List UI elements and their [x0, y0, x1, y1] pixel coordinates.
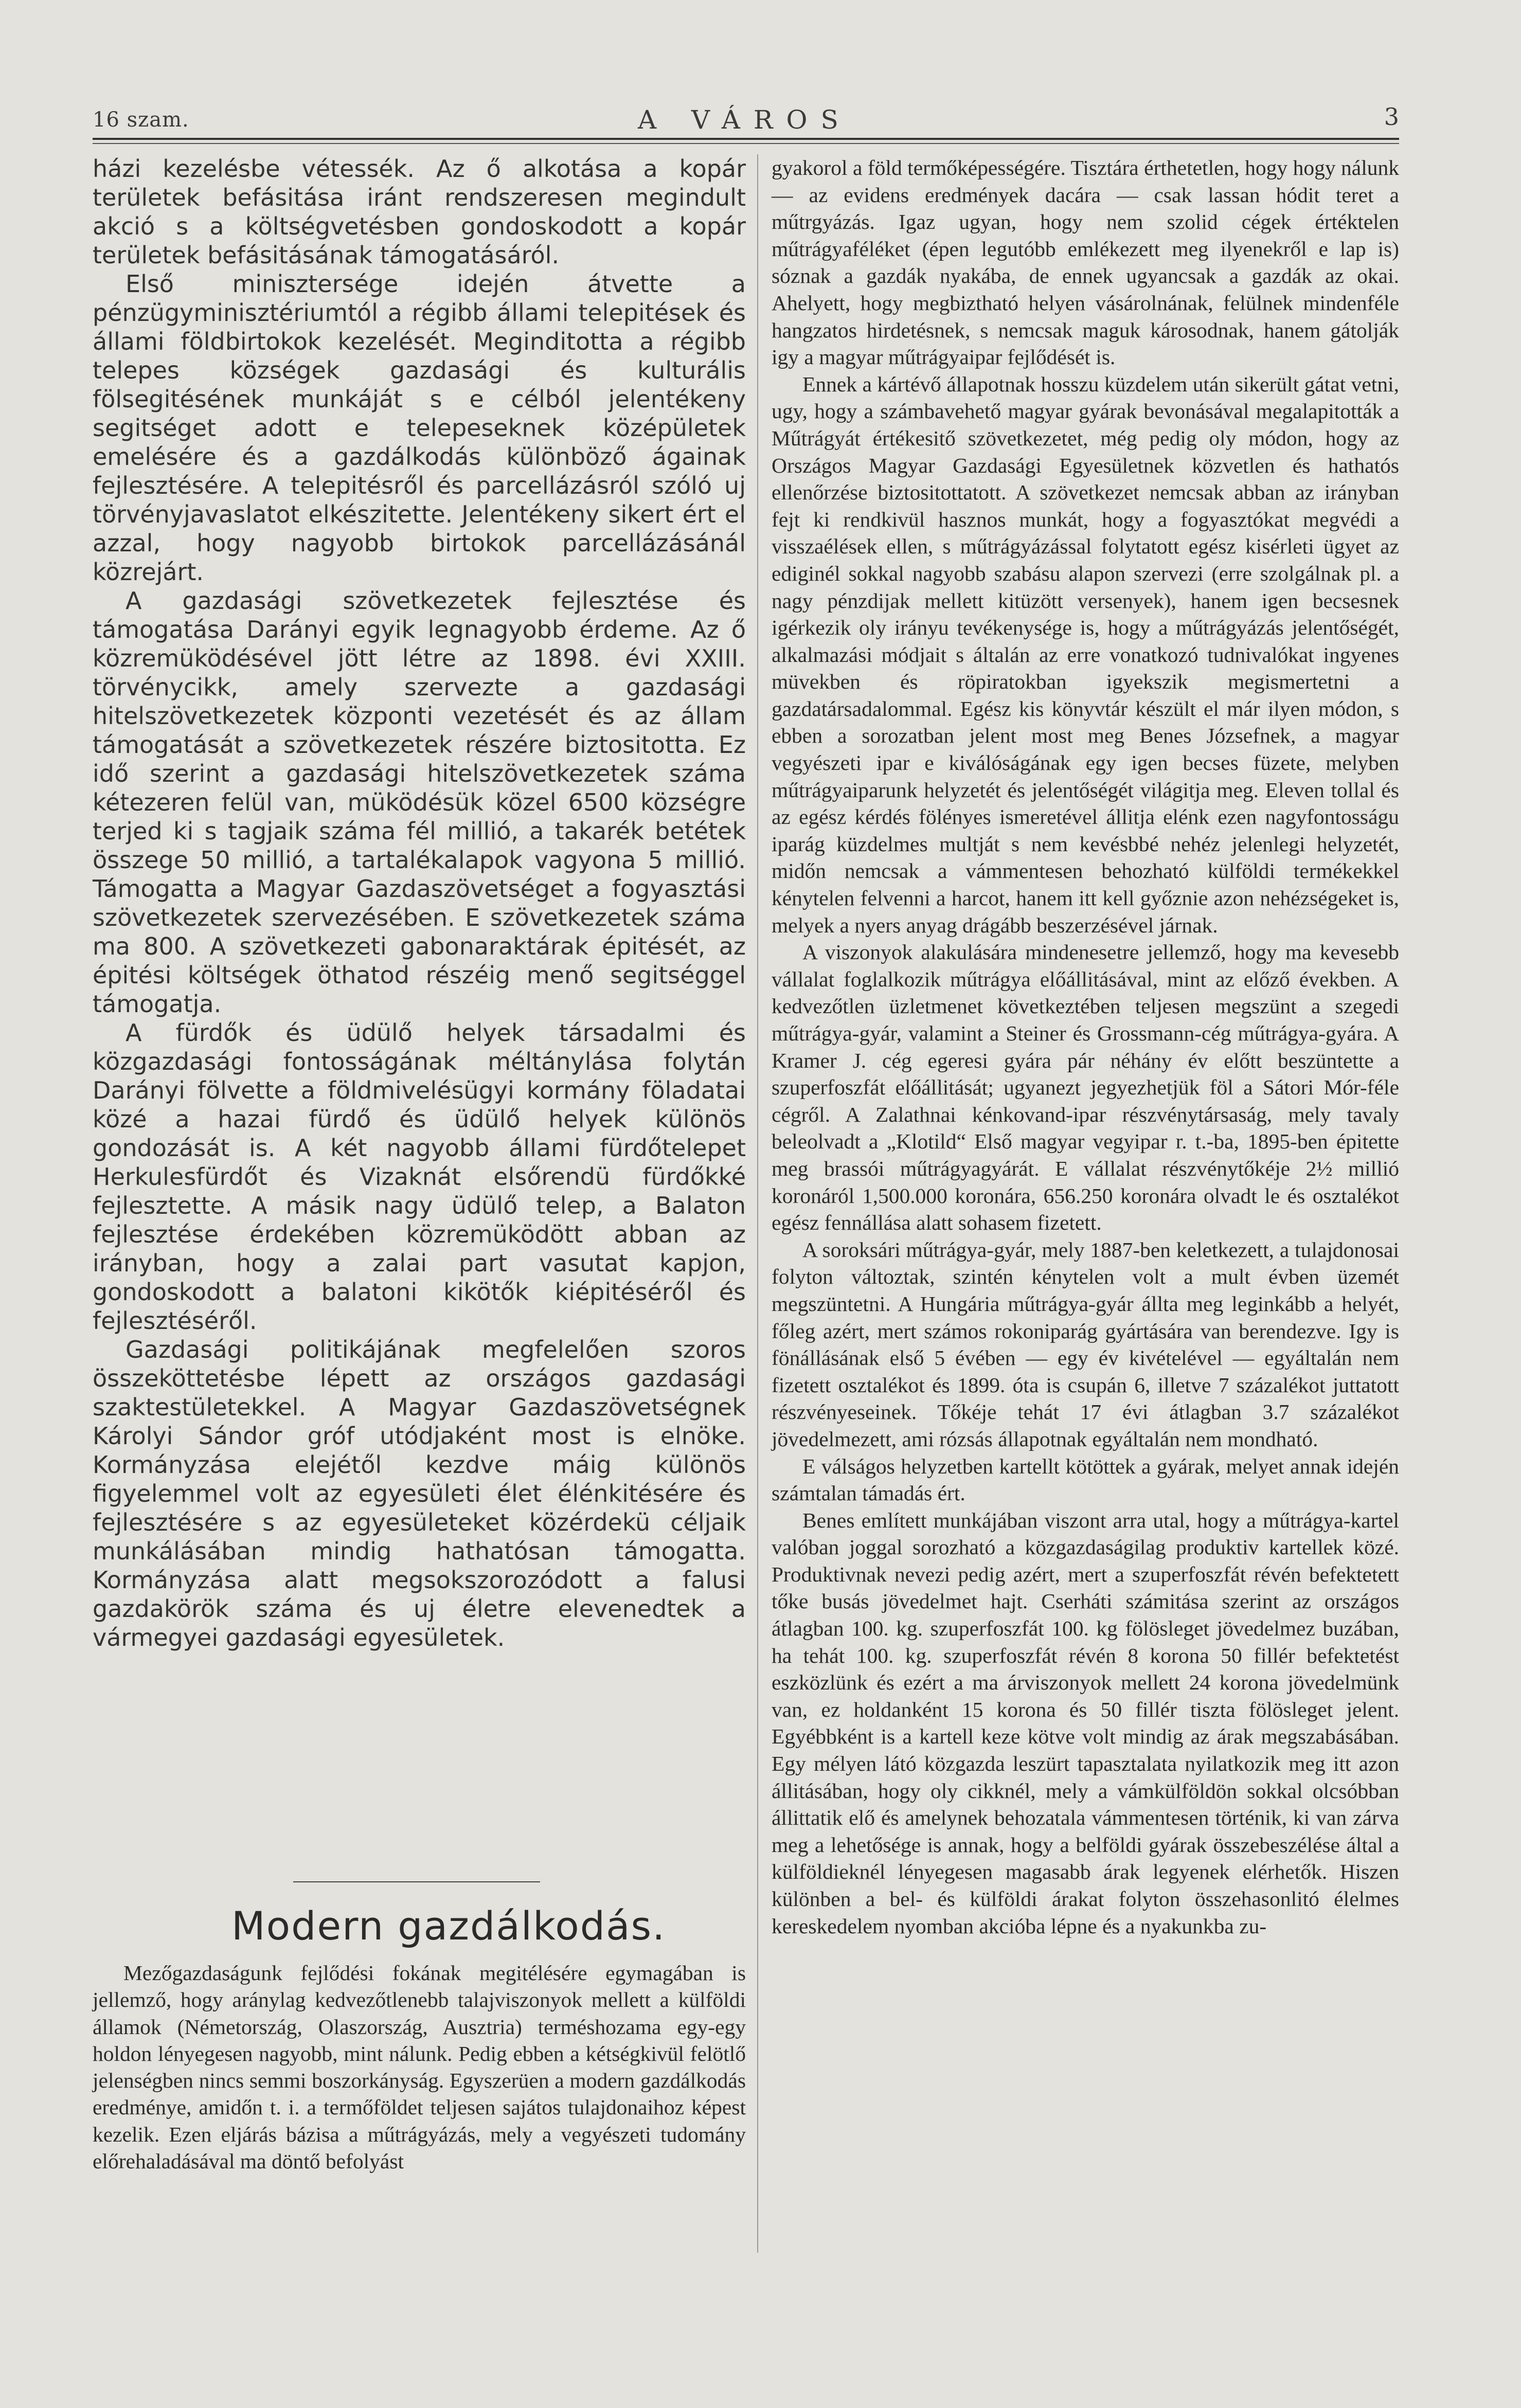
journal-title: A VÁROS: [638, 105, 852, 135]
section-separator: [293, 1881, 540, 1882]
paragraph: Benes említett munkájában viszont arra utal, hogy a műtrágya-kartel valóban joggal sorozható a közgazdaságilag produktiv kartellek közé. Produktivnak nevezi pedig azért, mert a szuperfoszfát révén befektetett tőke busás jövedelmet hajt. Cserháti számitása szerint az országos átlagban 100. kg. szuperfoszfát 100. kg fölösleget jövedelmez buzában, ha tehát 100. kg. szuperfoszfát révén 8 korona 50 fillér befektetést eszközlünk és ezért a ma árviszonyok mellett 24 korona jövedelmünk van, ez holdanként 15 korona és 50 fillér tiszta fölösleget jelent. Egyébbként is a kartell keze kötve volt mindig az árak megszabásában. Egy mélyen látó közgazda leszürt tapasztalata nyilatkozik meg itt azon állitásában, hogy oly cikknél, mely a vámkülföldön sokkal olcsóbban állittatik elő és amelynek behozatala vámmentesen történik, ki van zárva meg a lehetősége is annak, hogy a belföldi gyárak összebeszélése által a külföldieknél lényegesen magasabb árak legyenek elérhetők. Hiszen különben a bel- és külföldi árakat folyton összehasonlitó élelmes kereskedelem nyomban akcióba lépne és a nyakunkba zu-: [772, 1508, 1399, 1938]
paragraph: Gazdasági politikájának megfelelően szoros összeköttetésbe lépett az országos gazdasági szaktestületekkel. A Magyar Gazdaszövetségnek Károlyi Sándor gróf utódjaként most is elnöke. Kormányzása elejétől kezdve máig különös figyelemmel volt az egyesületi élet élénkitésére és fejlesztésére s az egyesületeket közérdekü céljaik munkálásában mindig hathatósan támogatta. Kormányzása alatt megsokszorozódott a falusi gazdakörök száma és uj életre elevenedtek a vármegyei gazdasági egyesületek.: [93, 1336, 746, 1651]
paragraph: Ennek a kártévő állapotnak hosszu küzdelem után sikerült gátat vetni, ugy, hogy a számbavehető magyar gyárak bevonásával megalapitották a Műtrágyát értékesitő szövetkezetet, még pedig oly módon, hogy az Országos Magyar Gazdasági Egyesületnek közvetlen és hathatós ellenőrzése biztositottatott. A szövetkezet nemcsak abban az irányban fejt ki rendkivül hasznos munkát, hogy a fogyasztókat megvédi a visszaélések ellen, s műtrágyázással folytatott egész kisérleti ügyet az ediginél sokkal nagyobb szabásu alapon szervezi (erre szolgálnak pl. a nagy pénzdijak mellett kitüzött versenyek), hanem igen becsesnek igérkezik oly irányu tevékenysége is, hogy a műtrágyázás jelentőségét, alkalmazási módjait s általán az erre vonatkozó tudnivalókat ingyenes müvekben és röpiratokban igyekszik megismertetni a gazdatársadalommal. Egész kis könyvtár készült el már ilyen módon, s ebben a sorozatban jelent most meg Benes Józsefnek, a magyar vegyészeti ipar e kiválóságának egy igen becses füzete, melyben műtrágyaiparunk helyzetét és jelentőségét világitja meg. Eleven tollal és az egész kérdés fölényes ismeretével állitja elénk ezen nagyfontosságu iparág küzdelmes multját s nem kevésbbé nehéz jelenlegi helyzetét, midőn nemcsak a vámmentesen behozható külföldi termékekkel kénytelen felvenni a harcot, hanem itt kell győznie azon nehézségeket is, melyek a nyers anyag drágább beszerzésével járnak.: [772, 372, 1399, 937]
article-body: [93, 1960, 746, 2175]
left-column: [93, 154, 746, 1652]
paragraph: Mezőgazdaságunk fejlődési fokának megitélésére egymagában is jellemző, hogy aránylag kedvezőtlenebb talajviszonyok mellett a külföldi államok (Németország, Olaszország, Ausztria) terméshozama egy-egy holdon lényegesen nagyobb, mint nálunk. Pedig ebben a kétségkivül felötlő jelenségben nincs semmi boszorkányság. Egyszerüen a modern gazdálkodás eredménye, amidőn t. i. a termőföldet teljesen sajátos tulajdonaihoz képest kezelik. Ezen eljárás bázisa a műtrágyázás, mely a vegyészeti tudomány előrehaladásával ma döntő befolyást: [93, 1961, 746, 2173]
paragraph: Első minisztersége idején átvette a pénzügyminisztériumtól a régibb állami telepitések és állami földbirtokok kezelését. Meginditotta a régibb telepes községek gazdasági és kulturális fölsegitésének munkáját s e célból jelentékeny segitséget adott e telepeseknek középületek emelésére és a gazdálkodás különböző ágainak fejlesztésére. A telepitésről és parcellázásról szóló uj törvényjavaslatot elkészitette. Jelentékeny sikert ért el azzal, hogy nagyobb birtokok parcellázásánál közrejárt.: [93, 270, 746, 586]
paragraph: A viszonyok alakulására mindenesetre jellemző, hogy ma kevesebb vállalat foglalkozik műtrágya előállitásával, mint az előző években. A kedvezőtlen üzletmenet következtében teljesen megszünt a szegedi műtrágya-gyár, valamint a Steiner és Grossmann-cég műtrágya-gyára. A Kramer J. cég egeresi gyára pár néhány év előtt beszüntette a szuperfoszfát előállitását; ugyanezt jegyezhetjük föl a Sátori Mór-féle cégről. A Zalathnai kénkovand-ipar részvénytársaság, mely tavaly beleolvadt a „Klotild“ Első magyar vegyipar r. t.-ba, 1895-ben épitette meg brassói műtrágyagyárát. E vállalat részvénytőkéje 2½ millió koronáról 1,500.000 koronára, 656.250 koronára olvadt le és osztalékot egész fennállása alatt sohasem fizetett.: [772, 940, 1399, 1235]
right-column: [772, 154, 1399, 1939]
paragraph: A soroksári műtrágya-gyár, mely 1887-ben keletkezett, a tulajdonosai folyton változtak, szintén kénytelen volt a mult évben üzemét megszüntetni. A Hungária műtrágya-gyár állta meg leginkább a helyét, főleg azért, mert számos rokoniparág gyártására van berendezve. Igy is fönállásának első 5 évében — egy év kivételével — egyáltalán nem fizetett osztalékot és 1899. óta is csupán 6, illetve 7 százalékot juttatott részvényeseinek. Tőkéje tehát 17 évi átlagban 3.7 százalékot jövedelmezett, ami rózsás állapotnak egyáltalán nem mondható.: [772, 1237, 1399, 1451]
column-divider: [757, 154, 758, 2253]
paragraph: A fürdők és üdülő helyek társadalmi és közgazdasági fontosságának méltánylása folytán Darányi fölvette a földmivelésügyi kormány föladatai közé a hazai fürdő és üdülő helyek különös gondozását is. A két nagyobb állami fürdőtelepet Herkulesfürdőt és Vizaknát elsőrendü fürdőkké fejlesztette. A másik nagy üdülő telep, a Balaton fejlesztése érdekében közremüködött abban az irányban, hogy a zalai part vasutat kapjon, gondoskodott a balatoni kikötők kiépitéséről és fejlesztéséről.: [93, 1019, 746, 1335]
paragraph: A gazdasági szövetkezetek fejlesztése és támogatása Darányi egyik legnagyobb érdeme. Az ő közremüködésével jött létre az 1898. évi XXIII. törvénycikk, amely szervezte a gazdasági hitelszövetkezetek központi vezetését és az állam támogatását a szövetkezetek részére biztositotta. Ez idő szerint a gazdasági hitelszövetkezetek száma kétezeren felül van, müködésük közel 6500 községre terjed ki s tagjaik száma fél millió, a takarék betétek összege 50 millió, a tartalékalapok vagyona 5 millió. Támogatta a Magyar Gazdaszövetséget a fogyasztási szövetkezetek szervezésében. E szövetkezetek száma ma 800. A szövetkezeti gabonaraktárak épitését, az épitési költségek öthatod részéig menő segitséggel támogatja.: [93, 587, 746, 1018]
issue-number: 16 szam.: [93, 108, 189, 132]
page-number: 3: [1384, 103, 1399, 131]
page-header: [93, 98, 1399, 139]
header-rule: [93, 138, 1399, 144]
article-title: Modern gazdálkodás.: [231, 1903, 666, 1949]
paragraph: E válságos helyzetben kartellt kötöttek a gyárak, melyet annak idején számtalan támadás ért.: [772, 1454, 1399, 1505]
paragraph: gyakorol a föld termőképességére. Tisztára érthetetlen, hogy hogy nálunk — az evidens eredmények dacára — csak lassan hódit teret a műtrgyázás. Igaz ugyan, hogy nem szolid cégek értéktelen műtrágyaféléket (épen legutóbb emlékezett meg ilyenekről e lap is) sóznak a gazdák nyakába, de ennek ugyancsak a gazdák az okai. Ahelyett, hogy megbiztható helyen vásárolnának, felülnek mindenféle hangzatos hirdetésnek, s nemcsak maguk károsodnak, hanem gátolják igy a magyar műtrágyaipar fejlődését is.: [772, 156, 1399, 369]
paragraph: házi kezelésbe vétessék. Az ő alkotása a kopár területek befásitása iránt rendszeresen megindult akció s a költségvetésben gondoskodott a kopár területek befásitásának támogatásáról.: [93, 155, 746, 269]
